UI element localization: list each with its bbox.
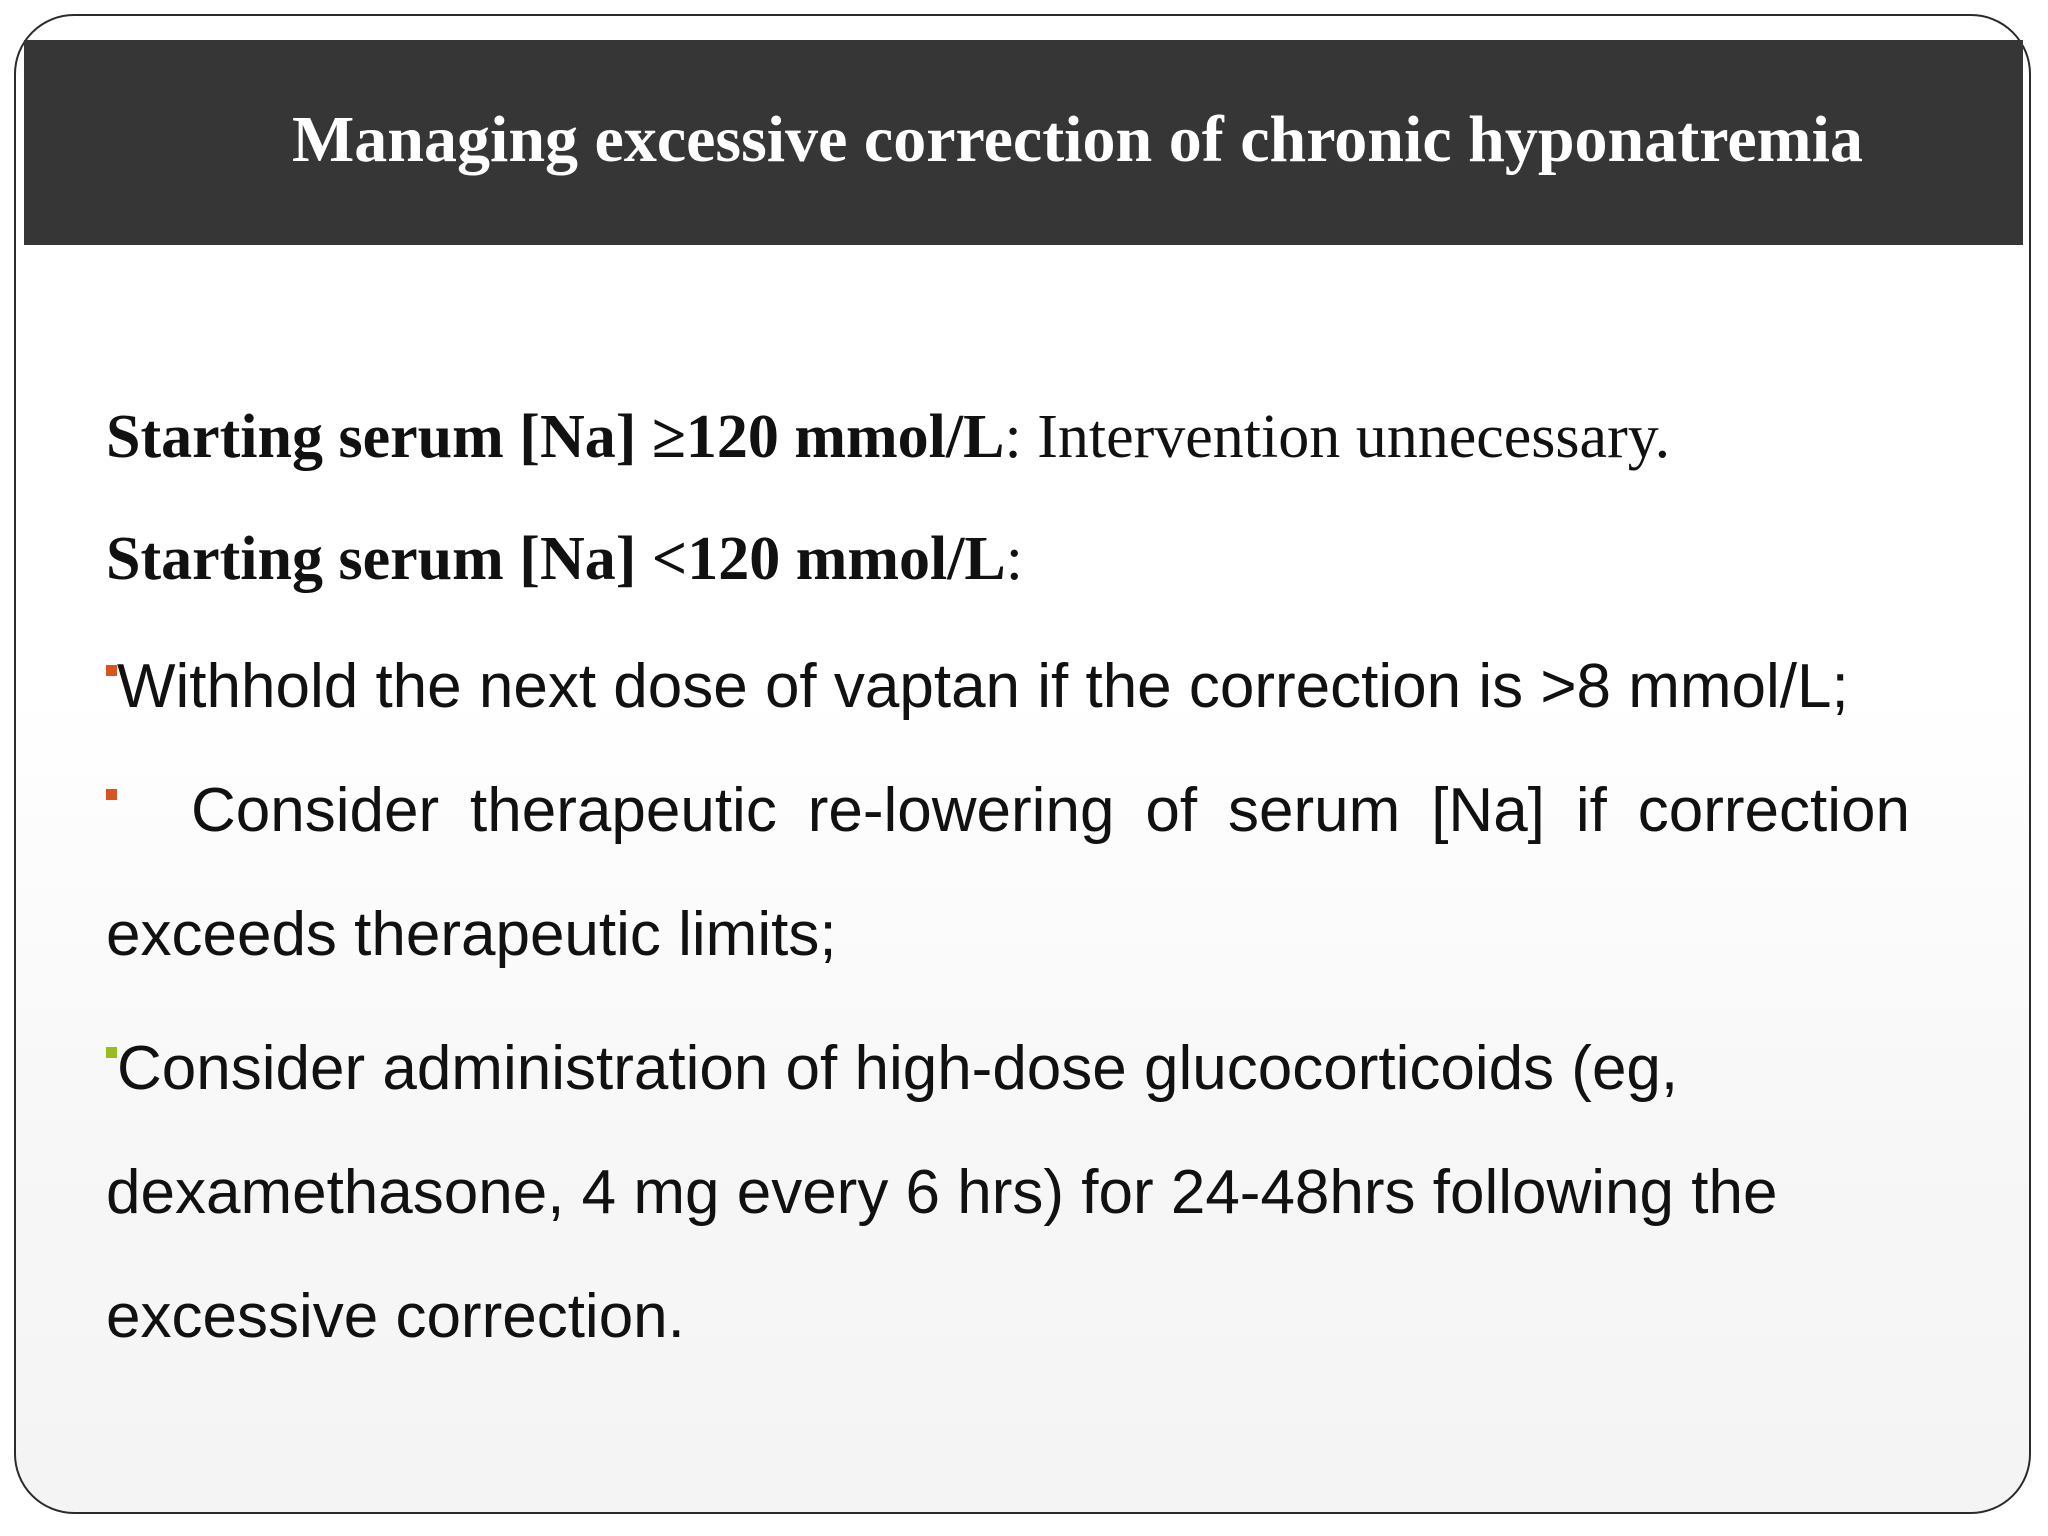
criterion-1-label: Starting serum [Na] ≥120 mmol/L [106,403,1005,471]
criterion-2-text: : [1005,525,1024,594]
criterion-2-label: Starting serum [Na] <120 mmol/L [106,525,1006,594]
square-bullet-icon [106,789,117,800]
bullet-item-3 [106,1007,1910,1379]
slide-content [106,400,1910,1379]
bullet-item-1 [106,625,1910,749]
square-bullet-icon [106,1047,117,1058]
bullet-3-text: Consider administration of high-dose glucocorticoids (eg, dexamethasone, 4 mg every 6 hrs) for 24-48hrs following the excessive correction. [106,1033,1778,1351]
criterion-line-2 [106,522,1910,596]
slide-title: Managing excessive correction of chronic hyponatremia [292,103,1863,176]
bullet-item-2 [106,749,1910,997]
bullet-2-text: Consider therapeutic re-lowering of serum [Na] if correction exceeds therapeutic limits; [106,775,1910,969]
criterion-line-1 [106,400,1910,474]
square-bullet-icon [106,665,117,676]
bullet-1-text: Withhold the next dose of vaptan if the correction is >8 mmol/L; [117,651,1849,721]
criterion-1-text: : Intervention unnecessary. [1004,403,1671,471]
